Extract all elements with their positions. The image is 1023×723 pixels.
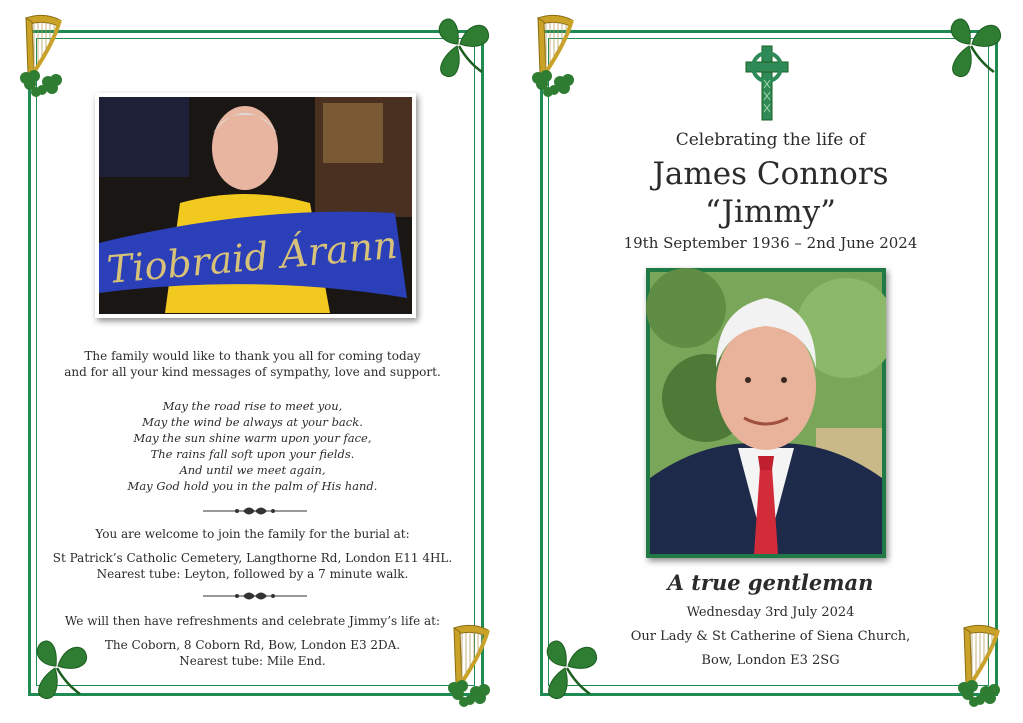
poem-line: May the sun shine warm upon your face,: [133, 431, 372, 445]
burial-place: St Patrick’s Catholic Cemetery, Langthorne Rd, London E11 4HL.: [52, 551, 453, 565]
cover-page: [518, 0, 1023, 723]
harp-shamrock-icon: [14, 12, 74, 100]
refreshments-place: The Coborn, 8 Coborn Rd, Bow, London E3 2DA.: [104, 638, 401, 652]
life-dates: 19th September 1936 – 2nd June 2024: [623, 234, 918, 252]
service-date: Wednesday 3rd July 2024: [686, 605, 855, 620]
scroll-divider-icon: [203, 589, 307, 603]
service-details: [518, 601, 1023, 673]
burial-intro: You are welcome to join the family for the burial at:: [95, 527, 410, 541]
scroll-divider-icon: [203, 504, 307, 518]
shamrock-icon: [936, 14, 1006, 80]
deceased-nickname: “Jimmy”: [704, 194, 837, 230]
photo-with-scarf: [95, 93, 416, 318]
harp-shamrock-icon: [526, 12, 586, 100]
refreshments-details: [0, 637, 505, 669]
burial-details: [0, 550, 505, 582]
poem-line: May the wind be always at your back.: [142, 415, 363, 429]
service-church: Our Lady & St Catherine of Siena Church,: [630, 629, 911, 644]
shamrock-icon: [424, 14, 494, 80]
poem-line: May the road rise to meet you,: [162, 399, 343, 413]
portrait-photo: [646, 268, 886, 558]
burial-tube: Nearest tube: Leyton, followed by a 7 minute walk.: [96, 567, 409, 581]
refreshments-tube: Nearest tube: Mile End.: [179, 654, 326, 668]
celtic-cross-icon: [744, 44, 790, 122]
thanks-line: The family would like to thank you all for coming today: [84, 349, 421, 363]
deceased-name: James Connors: [652, 156, 889, 192]
tagline: A true gentleman: [667, 570, 874, 595]
refreshments-intro: We will then have refreshments and celebrate Jimmy’s life at:: [64, 614, 441, 628]
thanks-line: and for all your kind messages of sympathy, love and support.: [64, 365, 441, 379]
scarf-text: Tiobraid Árann: [105, 222, 400, 292]
thanks-message: [0, 348, 505, 380]
poem-line: May God hold you in the palm of His hand.: [127, 479, 378, 493]
inside-page: [0, 0, 505, 723]
irish-blessing-poem: [0, 398, 505, 494]
celebrating-heading: Celebrating the life of: [675, 130, 866, 150]
poem-line: The rains fall soft upon your fields.: [150, 447, 355, 461]
poem-line: And until we meet again,: [179, 463, 326, 477]
service-location: Bow, London E3 2SG: [701, 653, 840, 668]
